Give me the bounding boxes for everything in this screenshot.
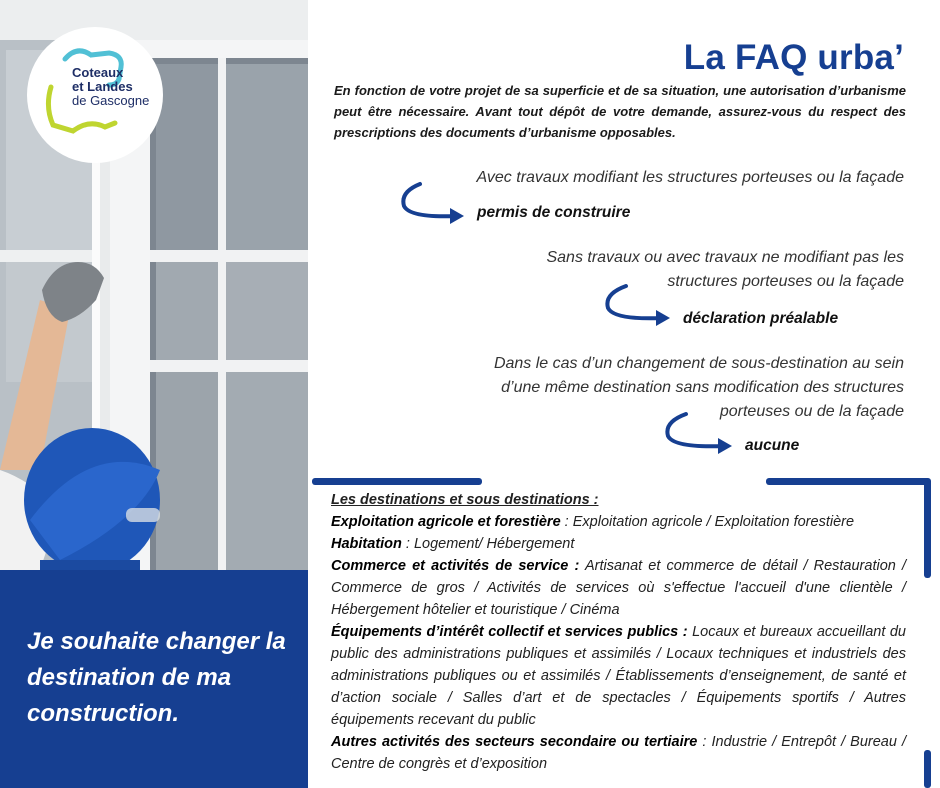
frame-line [766, 478, 930, 485]
question-text: Je souhaite changer la destination de ma construction. [27, 628, 286, 727]
frame-line [924, 750, 931, 788]
destination-text: Locaux et bureaux accueillant du public des administrations publiques et assimilés / Locaux techniques et industriels des administrations publiques ou et assimilés / Établissements d’enseignement, de santé et d’action sociale / Salles d’art et de spectacles / Équipements sportifs / Autres équipements recevant du public [331, 624, 906, 728]
case-1-result: permis de construire [477, 204, 631, 221]
curved-arrow-icon [398, 180, 472, 228]
frame-line [924, 478, 931, 578]
logo-text [72, 66, 162, 108]
case-1-condition [477, 166, 904, 190]
question-panel [0, 570, 308, 788]
destination-label: Équipements d’intérêt collectif et services publics : [331, 624, 688, 640]
destination-item [331, 511, 906, 533]
destination-label: Habitation [331, 536, 402, 552]
destination-item [331, 621, 906, 731]
page-title: La FAQ urba’ [683, 38, 904, 77]
case-1-line-1: Avec travaux modifiant les structures porteuses ou la façade [476, 169, 904, 186]
case-3-line-3: porteuses ou de la façade [719, 403, 904, 420]
destination-label: Autres activités des secteurs secondaire ou tertiaire [331, 734, 698, 750]
curved-arrow-icon [662, 410, 740, 458]
destination-item [331, 555, 906, 621]
destination-text: : Exploitation agricole / Exploitation forestière [560, 514, 855, 530]
destinations-list [331, 489, 906, 775]
destination-text: Artisanat et commerce de détail / Restauration / Commerce de gros / Activités de services où s'effectue l'accueil d'une clientèle / Hébergement hôtelier et touristique / Cinéma [331, 558, 907, 618]
curved-arrow-icon [602, 282, 678, 330]
destination-item [331, 533, 906, 555]
intro-paragraph: En fonction de votre projet de sa superficie et de sa situation, une autorisation d’urbanisme peut être nécessaire. Avant tout dépôt de votre demande, assurez-vous du respect des prescriptions des documents d’urbanisme opposables. [334, 83, 906, 140]
logo-line-1: Coteaux [72, 65, 124, 80]
case-3-line-2: d’une même destination sans modification des structures [501, 379, 904, 396]
case-3-line-1: Dans le cas d’un changement de sous-destination au sein [493, 355, 904, 372]
logo-line-3: de Gascogne [72, 93, 150, 108]
destinations-heading: Les destinations et sous destinations : [331, 492, 599, 508]
destination-label: Commerce et activités de service : [331, 558, 580, 574]
frame-line [312, 478, 482, 485]
case-2-line-2: structures porteuses ou la façade [667, 273, 904, 290]
destination-item [331, 731, 906, 775]
case-2-line-1: Sans travaux ou avec travaux ne modifiant pas les [546, 249, 904, 266]
case-2-condition [546, 246, 904, 294]
destination-text: : Industrie / Entrepôt / Bureau / Centre de congrès et d’exposition [331, 734, 906, 772]
case-3-result: aucune [745, 437, 800, 454]
destination-text: : Logement/ Hébergement [401, 536, 575, 552]
hero-photo [0, 0, 308, 570]
case-2-result: déclaration préalable [683, 310, 839, 327]
logo-line-2: et Landes [72, 79, 133, 94]
destination-label: Exploitation agricole et forestière [331, 514, 561, 530]
